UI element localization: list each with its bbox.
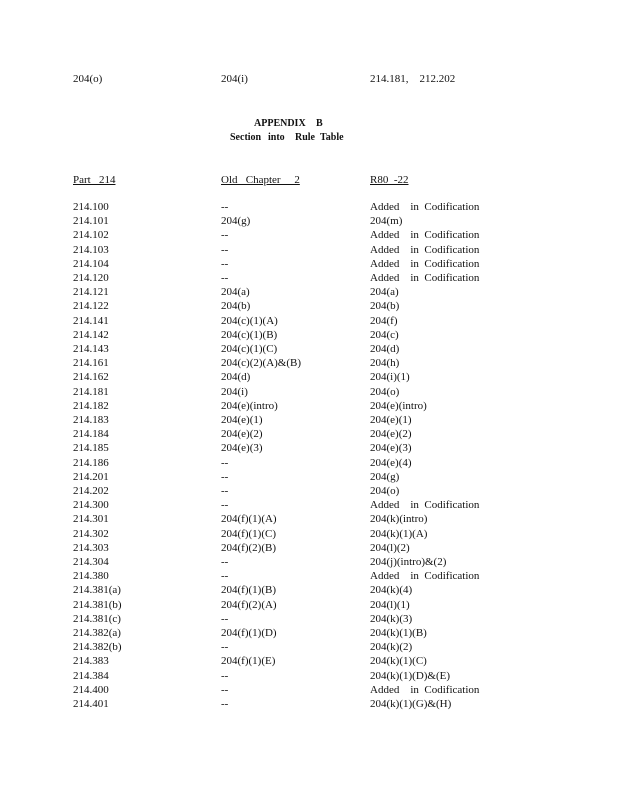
table-row (0, 669, 618, 683)
r80-22-cell: Added in Codification (370, 229, 480, 242)
old-chapter-cell: 204(e)(2) (221, 428, 263, 441)
part-214-cell: 214.141 (73, 314, 109, 327)
carryover-col2: 204(i) (221, 73, 248, 85)
r80-22-cell: 204(a) (370, 286, 399, 299)
r80-22-cell: 204(b) (370, 300, 400, 313)
table-row (0, 683, 618, 697)
r80-22-cell: Added in Codification (370, 683, 480, 696)
part-214-cell: 214.184 (73, 428, 109, 441)
part-214-cell: 214.101 (73, 215, 109, 228)
old-chapter-cell: -- (221, 470, 229, 483)
part-214-cell: 214.104 (73, 257, 109, 270)
part-214-cell: 214.382(a) (73, 627, 121, 639)
part-214-cell: 214.383 (73, 655, 109, 668)
r80-22-cell: 204(k)(1)(C) (370, 655, 427, 668)
old-chapter-cell: 204(a) (221, 286, 250, 299)
table-row (0, 583, 618, 597)
old-chapter-cell: 204(c)(1)(A) (221, 314, 278, 327)
old-chapter-cell: 204(c)(1)(B) (221, 328, 278, 341)
old-chapter-cell: -- (221, 272, 229, 284)
table-row (0, 257, 618, 271)
r80-22-cell: 204(h) (370, 357, 400, 370)
part-214-cell: 214.121 (73, 286, 109, 299)
r80-22-cell: 204(k)(3) (370, 612, 413, 625)
part-214-cell: 214.122 (73, 300, 109, 313)
old-chapter-cell: -- (221, 556, 229, 568)
part-214-cell: 214.181 (73, 385, 109, 398)
old-chapter-cell: 204(e)(1) (221, 414, 263, 426)
old-chapter-cell: 204(f)(1)(E) (221, 655, 276, 668)
r80-22-cell: 204(e)(1) (370, 414, 412, 426)
part-214-cell: 214.384 (73, 669, 109, 682)
table-row (0, 385, 618, 399)
table-row (0, 555, 618, 569)
r80-22-cell: 204(o) (370, 485, 400, 497)
part-214-cell: 214.182 (73, 399, 109, 412)
part-214-cell: 214.400 (73, 683, 109, 696)
r80-22-cell: 204(k)(1)(B) (370, 627, 427, 639)
table-row (0, 484, 618, 498)
old-chapter-cell: -- (221, 229, 229, 242)
r80-22-cell: 204(d) (370, 343, 400, 355)
carryover-col1: 204(o) (73, 73, 103, 85)
old-chapter-cell: 204(b) (221, 300, 251, 313)
r80-22-cell: Added in Codification (370, 201, 480, 213)
old-chapter-cell: -- (221, 641, 229, 654)
r80-22-cell: 204(e)(2) (370, 428, 412, 441)
table-row (0, 328, 618, 342)
part-214-cell: 214.120 (73, 272, 109, 284)
old-chapter-cell: -- (221, 698, 229, 710)
table-row (0, 413, 618, 427)
table-row (0, 498, 618, 512)
old-chapter-cell: -- (221, 612, 229, 625)
table-row (0, 285, 618, 299)
old-chapter-cell: 204(i) (221, 385, 248, 398)
part-214-cell: 214.381(c) (73, 612, 121, 625)
table-row (0, 314, 618, 328)
old-chapter-cell: 204(g) (221, 215, 251, 228)
header-part-214: Part 214 (73, 174, 116, 186)
old-chapter-cell: -- (221, 570, 229, 583)
r80-22-cell: 204(k)(intro) (370, 513, 428, 526)
part-214-cell: 214.186 (73, 456, 109, 469)
subtitle-word: Section (230, 132, 262, 143)
old-chapter-cell: 204(f)(1)(D) (221, 627, 277, 639)
table-row (0, 399, 618, 413)
header-r80-22: R80 -22 (370, 174, 409, 186)
old-chapter-cell: -- (221, 456, 229, 469)
table-header (0, 173, 618, 187)
table-row (0, 299, 618, 313)
table-row (0, 697, 618, 711)
table-row (0, 441, 618, 455)
old-chapter-cell: 204(f)(2)(B) (221, 541, 276, 554)
r80-22-cell: 204(e)(4) (370, 456, 412, 469)
old-chapter-cell: 204(c)(2)(A)&(B) (221, 357, 302, 370)
table-row (0, 569, 618, 583)
part-214-cell: 214.161 (73, 357, 109, 370)
table-row (0, 640, 618, 654)
r80-22-cell: 204(l)(1) (370, 598, 410, 611)
part-214-cell: 214.162 (73, 371, 109, 384)
old-chapter-cell: 204(f)(1)(C) (221, 527, 276, 540)
part-214-cell: 214.143 (73, 343, 109, 355)
r80-22-cell: Added in Codification (370, 257, 480, 270)
r80-22-cell: 204(m) (370, 215, 403, 228)
part-214-cell: 214.380 (73, 570, 109, 583)
table-row (0, 612, 618, 626)
r80-22-cell: 204(g) (370, 470, 400, 483)
part-214-cell: 214.401 (73, 698, 109, 710)
table-row (0, 654, 618, 668)
subtitle-word: Table (320, 132, 344, 143)
old-chapter-cell: -- (221, 201, 229, 213)
r80-22-cell: 204(k)(1)(A) (370, 527, 428, 540)
part-214-cell: 214.103 (73, 243, 109, 256)
title-word: B (316, 118, 323, 129)
r80-22-cell: 204(c) (370, 328, 399, 341)
old-chapter-cell: 204(e)(intro) (221, 399, 278, 412)
r80-22-cell: 204(k)(4) (370, 584, 413, 597)
part-214-cell: 214.202 (73, 485, 109, 497)
r80-22-cell: 204(o) (370, 385, 400, 398)
subtitle-word: Rule (295, 132, 315, 143)
appendix-subtitle (0, 132, 618, 144)
table-row (0, 228, 618, 242)
table-row (0, 214, 618, 228)
table-row (0, 427, 618, 441)
r80-22-cell: 204(l)(2) (370, 541, 410, 554)
part-214-cell: 214.185 (73, 442, 109, 455)
r80-22-cell: 204(i)(1) (370, 371, 410, 384)
part-214-cell: 214.100 (73, 201, 109, 213)
r80-22-cell: 204(j)(intro)&(2) (370, 556, 447, 568)
part-214-cell: 214.381(a) (73, 584, 121, 597)
title-word: APPENDIX (254, 118, 306, 129)
part-214-cell: 214.301 (73, 513, 109, 526)
r80-22-cell: Added in Codification (370, 570, 480, 583)
table-row (0, 271, 618, 285)
old-chapter-cell: -- (221, 683, 229, 696)
r80-22-cell: 204(k)(1)(D)&(E) (370, 669, 451, 682)
table-row (0, 200, 618, 214)
part-214-cell: 214.102 (73, 229, 109, 242)
r80-22-cell: Added in Codification (370, 499, 480, 512)
r80-22-cell: Added in Codification (370, 243, 480, 256)
part-214-cell: 214.302 (73, 527, 109, 540)
r80-22-cell: 204(e)(3) (370, 442, 412, 455)
part-214-cell: 214.201 (73, 470, 109, 483)
part-214-cell: 214.304 (73, 556, 109, 568)
table-row (0, 456, 618, 470)
old-chapter-cell: -- (221, 243, 229, 256)
table-row (0, 598, 618, 612)
part-214-cell: 214.382(b) (73, 641, 122, 654)
carryover-col3: 214.181, 212.202 (370, 73, 456, 85)
table-row (0, 541, 618, 555)
table-row (0, 512, 618, 526)
old-chapter-cell: -- (221, 499, 229, 512)
header-old-chapter: Old Chapter 2 (221, 174, 300, 186)
part-214-cell: 214.300 (73, 499, 109, 512)
part-214-cell: 214.142 (73, 328, 109, 341)
r80-22-cell: 204(k)(2) (370, 641, 413, 654)
table-row (0, 342, 618, 356)
r80-22-cell: 204(e)(intro) (370, 399, 427, 412)
r80-22-cell: 204(k)(1)(G)&(H) (370, 698, 452, 710)
table-row (0, 626, 618, 640)
table-row (0, 470, 618, 484)
subtitle-word: into (268, 132, 285, 143)
appendix-title (0, 118, 618, 130)
part-214-cell: 214.303 (73, 541, 109, 554)
table-row (0, 356, 618, 370)
old-chapter-cell: -- (221, 669, 229, 682)
r80-22-cell: Added in Codification (370, 272, 480, 284)
r80-22-cell: 204(f) (370, 314, 398, 327)
old-chapter-cell: -- (221, 257, 229, 270)
old-chapter-cell: 204(f)(2)(A) (221, 598, 277, 611)
old-chapter-cell: 204(f)(1)(A) (221, 513, 277, 526)
old-chapter-cell: 204(c)(1)(C) (221, 343, 278, 355)
part-214-cell: 214.381(b) (73, 598, 122, 611)
old-chapter-cell: 204(e)(3) (221, 442, 263, 455)
old-chapter-cell: 204(f)(1)(B) (221, 584, 276, 597)
part-214-cell: 214.183 (73, 414, 109, 426)
table-row (0, 243, 618, 257)
old-chapter-cell: -- (221, 485, 229, 497)
table-row (0, 370, 618, 384)
table-row (0, 527, 618, 541)
old-chapter-cell: 204(d) (221, 371, 251, 384)
carryover-row (0, 72, 618, 86)
